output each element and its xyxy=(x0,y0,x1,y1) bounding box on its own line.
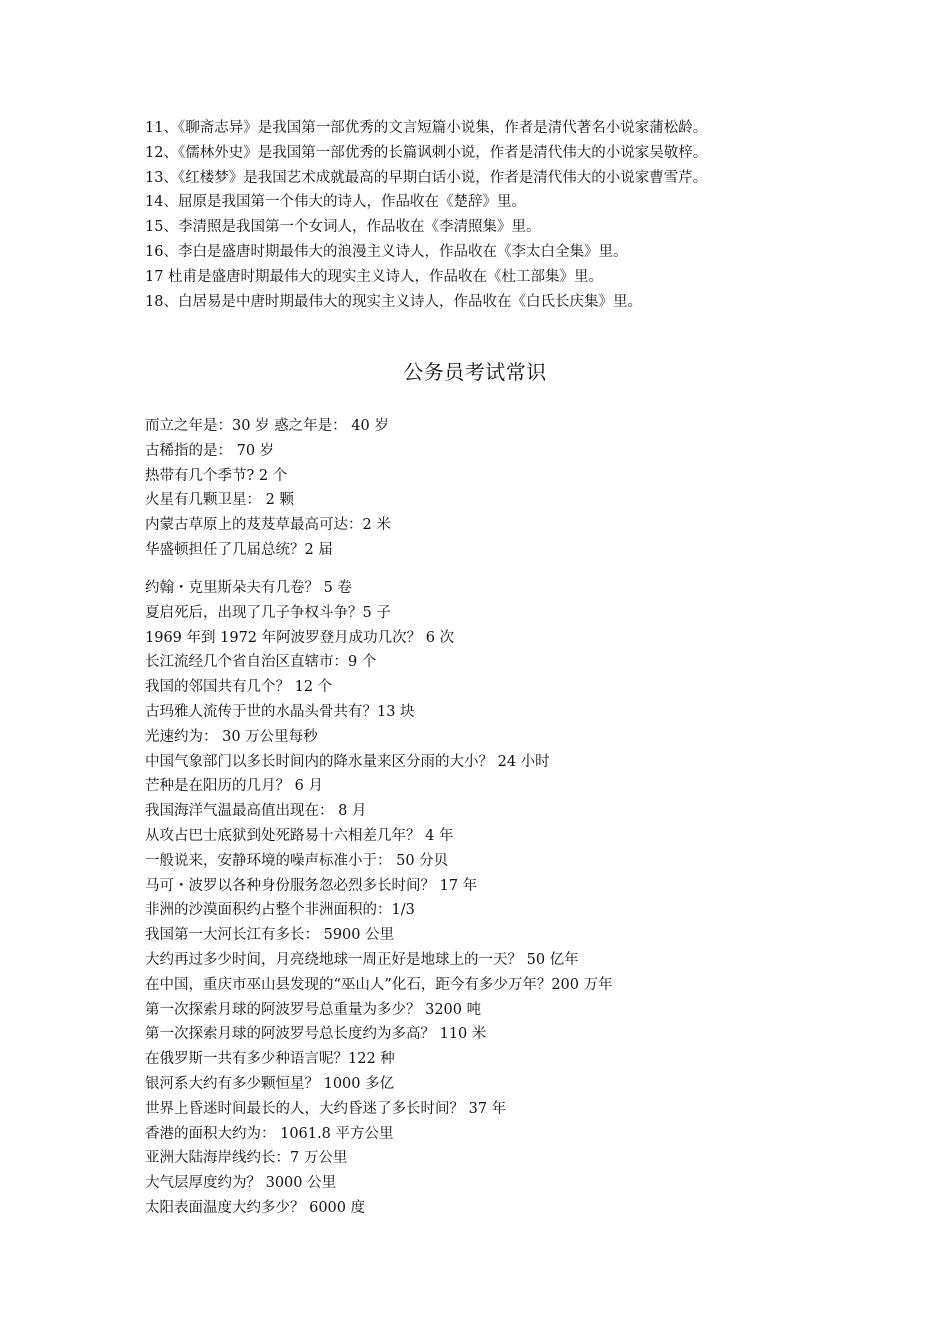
list-item: 光速约为： 30 万公里每秒 xyxy=(145,728,318,745)
list-item: 第一次探索月球的阿波罗号总重量为多少？ 3200 吨 xyxy=(145,1001,482,1018)
list-item: 从攻占巴士底狱到处死路易十六相差几年？ 4 年 xyxy=(145,827,454,844)
list-item: 古玛雅人流传于世的水晶头骨共有？13 块 xyxy=(145,703,415,720)
list-item: 13、《红楼梦》是我国艺术成就最高的早期白话小说，作者是清代伟大的小说家曹雪芹。 xyxy=(145,169,708,186)
list-item: 火星有几颗卫星： 2 颗 xyxy=(145,492,294,509)
list-item: 古稀指的是： 70 岁 xyxy=(145,442,275,459)
quiz-list-group-1 xyxy=(145,414,845,563)
list-item: 16、李白是盛唐时期最伟大的浪漫主义诗人，作品收在《李太白全集》里。 xyxy=(145,243,628,260)
list-item: 世界上昏迷时间最长的人，大约昏迷了多长时间？ 37 年 xyxy=(145,1100,507,1117)
list-item: 15、李清照是我国第一个女词人，作品收在《李清照集》里。 xyxy=(145,219,541,236)
list-item: 1969 年到 1972 年阿波罗登月成功几次？ 6 次 xyxy=(145,629,455,646)
list-item: 非洲的沙漠面积约占整个非洲面积的：1/3 xyxy=(145,902,415,919)
section-title: 公务员考试常识 xyxy=(403,360,547,384)
list-item: 一般说来，安静环境的噪声标准小于： 50 分贝 xyxy=(145,852,449,869)
list-item: 我国海洋气温最高值出现在： 8 月 xyxy=(145,803,367,820)
quiz-list-group-2 xyxy=(145,576,845,1221)
list-item: 大气层厚度约为？ 3000 公里 xyxy=(145,1175,337,1192)
list-item: 芒种是在阳历的几月？ 6 月 xyxy=(145,778,323,795)
list-item: 在俄罗斯一共有多少种语言呢？122 种 xyxy=(145,1051,395,1068)
list-item: 而立之年是：30 岁 惑之年是： 40 岁 xyxy=(145,418,389,434)
list-item: 大约再过多少时间，月亮绕地球一周正好是地球上的一天？ 50 亿年 xyxy=(145,951,579,968)
list-item: 马可・波罗以各种身份服务忽必烈多长时间？ 17 年 xyxy=(145,877,478,894)
literature-facts-list xyxy=(145,116,845,314)
list-item: 太阳表面温度大约多少？ 6000 度 xyxy=(145,1199,366,1216)
list-item: 华盛顿担任了几届总统？2 届 xyxy=(145,541,333,558)
list-item: 17 杜甫是盛唐时期最伟大的现实主义诗人，作品收在《杜工部集》里。 xyxy=(145,268,604,285)
list-item: 在中国，重庆市巫山县发现的“巫山人”化石，距今有多少万年？200 万年 xyxy=(145,976,613,993)
list-item: 长江流经几个省自治区直辖市：9 个 xyxy=(145,654,377,671)
list-item: 11、《聊斋志异》是我国第一部优秀的文言短篇小说集，作者是清代著名小说家蒲松龄。 xyxy=(145,120,708,136)
list-item: 中国气象部门以多长时间内的降水量来区分雨的大小？ 24 小时 xyxy=(145,753,550,770)
list-item: 亚洲大陆海岸线约长：7 万公里 xyxy=(145,1150,348,1167)
list-item: 我国第一大河长江有多长： 5900 公里 xyxy=(145,927,395,944)
list-item: 第一次探索月球的阿波罗号总长度约为多高？ 110 米 xyxy=(145,1026,487,1043)
list-item: 18、白居易是中唐时期最伟大的现实主义诗人，作品收在《白氏长庆集》里。 xyxy=(145,293,642,310)
list-item: 内蒙古草原上的芨芨草最高可达：2 米 xyxy=(145,517,391,534)
list-item: 热带有几个季节? 2 个 xyxy=(145,467,288,484)
list-item: 14、屈原是我国第一个伟大的诗人，作品收在《楚辞》里。 xyxy=(145,194,526,211)
list-item: 银河系大约有多少颗恒星？ 1000 多亿 xyxy=(145,1075,395,1092)
list-item: 香港的面积大约为： 1061.8 平方公里 xyxy=(145,1125,394,1142)
list-item: 我国的邻国共有几个？ 12 个 xyxy=(145,679,333,696)
list-item: 夏启死后，出现了几子争权斗争？5 子 xyxy=(145,604,391,621)
list-item: 12、《儒林外史》是我国第一部优秀的长篇讽刺小说，作者是清代伟大的小说家吴敬梓。 xyxy=(145,144,708,161)
list-item: 约翰・克里斯朵夫有几卷？ 5 卷 xyxy=(145,580,352,596)
